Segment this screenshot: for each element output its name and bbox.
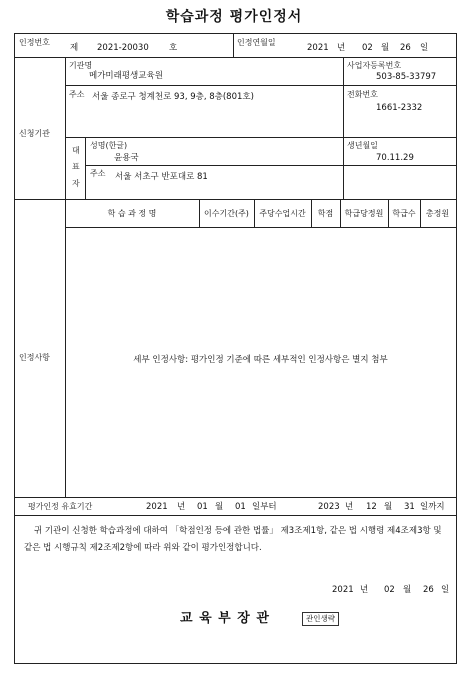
rep-name: 윤용국 xyxy=(114,153,139,163)
cert-date-month-unit: 월 xyxy=(381,43,390,53)
document-title: 학습과정 평가인정서 xyxy=(165,9,303,25)
validity-end-month-unit: 월 xyxy=(384,502,393,512)
rep-label-char-2: 표 xyxy=(72,162,80,171)
validity-start-day: 01 xyxy=(235,502,246,512)
cert-no-label: 인정번호 xyxy=(19,38,50,47)
cert-no-suffix: 호 xyxy=(169,43,178,53)
birth-date: 70.11.29 xyxy=(376,153,414,163)
birth-label: 생년월일 xyxy=(347,141,378,150)
validity-start-day-unit: 일부터 xyxy=(252,502,277,512)
validity-end-day: 31 xyxy=(404,502,415,512)
validity-start-year: 2021 xyxy=(146,502,168,512)
issue-date-day-unit: 일 xyxy=(441,585,450,595)
validity-end-month: 12 xyxy=(366,502,377,512)
cert-date-year: 2021 xyxy=(307,43,329,53)
issue-date-year: 2021 xyxy=(332,585,354,595)
cert-date-day: 26 xyxy=(400,43,411,53)
rep-address-label: 주소 xyxy=(90,169,106,178)
col-header-course-name: 학 습 과 정 명 xyxy=(107,209,157,218)
biz-no-label: 사업자등록번호 xyxy=(347,61,402,70)
cert-no-value: 2021-20030 xyxy=(97,43,149,53)
col-header-class-capacity: 학급당정원 xyxy=(344,209,384,218)
rep-label-char-3: 자 xyxy=(72,179,80,188)
validity-start-month-unit: 월 xyxy=(215,502,224,512)
issue-date-year-unit: 년 xyxy=(360,585,369,595)
col-header-weekly-hours: 주당수업시간 xyxy=(259,209,306,218)
validity-start-year-unit: 년 xyxy=(177,502,186,512)
courses-section-label: 인정사항 xyxy=(19,353,50,362)
statement-text: 귀 기관이 신청한 학습과정에 대하여 「학점인정 등에 관한 법률」 제3조제1항, 같은 법 시행령 제4조제3항 및 같은 법 시행규칙 제2조제2항에 따라 위와 같이 평가인정합니다. xyxy=(24,526,442,553)
org-address: 서울 종로구 청계천로 93, 9층, 8층(801호) xyxy=(92,92,254,102)
col-header-class-count: 학급수 xyxy=(392,209,416,218)
rep-name-label: 성명(한글) xyxy=(90,141,128,150)
applicant-section-label: 신청기관 xyxy=(19,129,50,138)
seal-omitted-box: 관인생략 xyxy=(302,612,339,626)
issue-date-month: 02 xyxy=(384,585,395,595)
certificate-frame xyxy=(14,33,457,664)
biz-no: 503-85-33797 xyxy=(376,72,437,82)
cert-no-prefix: 제 xyxy=(70,43,79,53)
validity-end-day-unit: 일까지 xyxy=(420,502,445,512)
address-label: 주소 xyxy=(69,90,85,99)
rep-address: 서울 서초구 반포대로 81 xyxy=(115,172,208,182)
cert-date-day-unit: 일 xyxy=(420,43,429,53)
phone-label: 전화번호 xyxy=(347,90,378,99)
issuer-name: 교 육 부 장 관 xyxy=(180,611,270,626)
phone: 1661-2332 xyxy=(376,103,423,113)
validity-start-month: 01 xyxy=(197,502,208,512)
col-header-credits: 학점 xyxy=(317,209,334,218)
rep-label-char-1: 대 xyxy=(72,146,80,155)
col-header-total-capacity: 총정원 xyxy=(425,209,450,218)
org-name-label: 기관명 xyxy=(69,61,93,70)
cert-date-label: 인정연월일 xyxy=(237,38,276,47)
validity-end-year: 2023 xyxy=(318,502,340,512)
validity-end-year-unit: 년 xyxy=(345,502,354,512)
validity-label: 평가인정 유효기간 xyxy=(28,502,93,511)
issue-date-day: 26 xyxy=(423,585,434,595)
courses-note: 세부 인정사항: 평가인정 기준에 따른 세부적인 인정사항은 별지 첨부 xyxy=(133,355,388,365)
cert-date-month: 02 xyxy=(362,43,373,53)
org-name: 메가미래평생교육원 xyxy=(89,71,163,81)
issue-date-month-unit: 월 xyxy=(403,585,412,595)
cert-date-year-unit: 년 xyxy=(337,43,346,53)
col-header-duration: 이수기간(주) xyxy=(204,209,249,218)
